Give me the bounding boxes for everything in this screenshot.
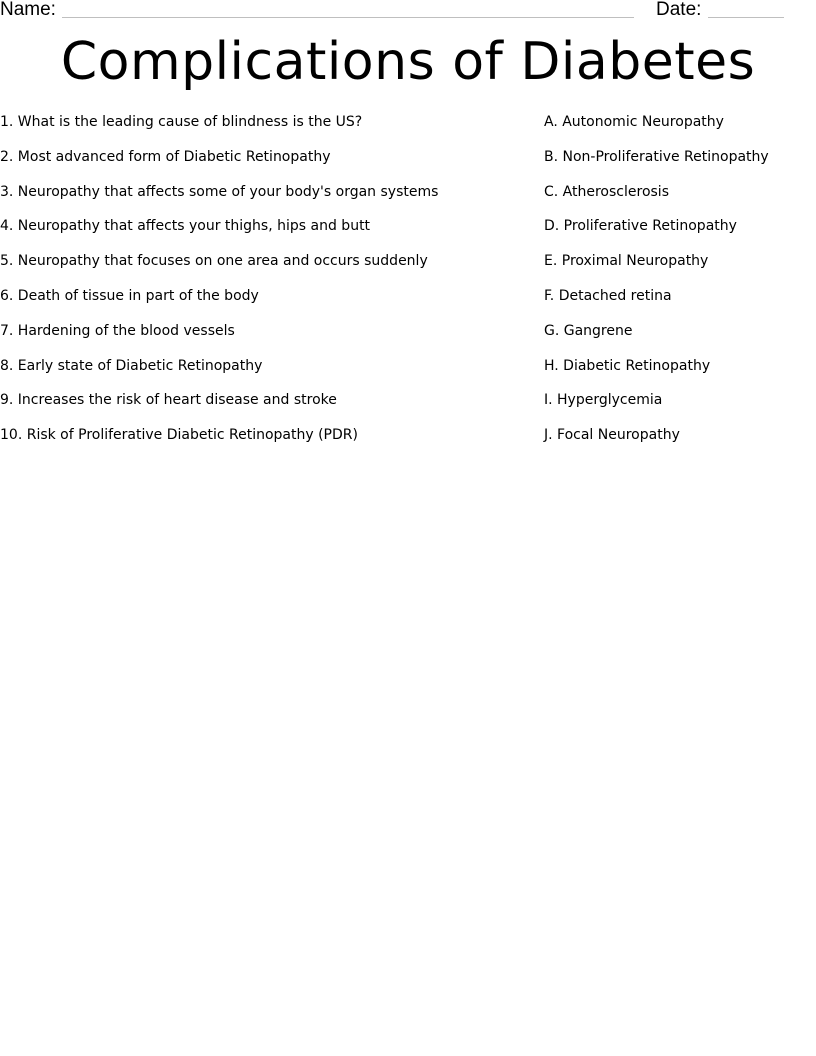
worksheet-header <box>0 0 816 22</box>
clue-item: 2. Most advanced form of Diabetic Retinopathy <box>0 148 331 165</box>
answer-list <box>544 112 816 460</box>
answer-item: I. Hyperglycemia <box>544 392 663 409</box>
answer-item: F. Detached retina <box>544 287 672 304</box>
answer-item: E. Proximal Neuropathy <box>544 253 709 270</box>
answer-item: C. Atherosclerosis <box>544 183 669 200</box>
answer-item: J. Focal Neuropathy <box>544 427 680 444</box>
clue-item: 4. Neuropathy that affects your thighs, hips and butt <box>0 218 371 235</box>
clue-list <box>0 112 540 460</box>
answer-item: G. Gangrene <box>544 322 633 339</box>
clue-item: 1. What is the leading cause of blindness is the US? <box>0 114 363 130</box>
clue-item: 3. Neuropathy that affects some of your body's organ systems <box>0 183 439 200</box>
clue-item: 8. Early state of Diabetic Retinopathy <box>0 357 263 374</box>
answer-item: H. Diabetic Retinopathy <box>544 357 711 374</box>
answer-item: B. Non-Proliferative Retinopathy <box>544 148 769 165</box>
clue-item: 10. Risk of Proliferative Diabetic Retinopathy (PDR) <box>0 427 358 444</box>
name-field-line <box>62 17 634 18</box>
clue-item: 5. Neuropathy that focuses on one area and occurs suddenly <box>0 253 428 270</box>
page-title: Complications of Diabetes <box>60 32 756 92</box>
answer-item: D. Proliferative Retinopathy <box>544 218 737 235</box>
name-label: Name: <box>0 0 56 20</box>
clue-item: 7. Hardening of the blood vessels <box>0 322 235 339</box>
answer-item: A. Autonomic Neuropathy <box>544 114 724 130</box>
date-field-line <box>708 17 784 18</box>
clue-item: 9. Increases the risk of heart disease and stroke <box>0 392 337 409</box>
date-label: Date: <box>656 0 702 20</box>
clue-item: 6. Death of tissue in part of the body <box>0 287 259 304</box>
